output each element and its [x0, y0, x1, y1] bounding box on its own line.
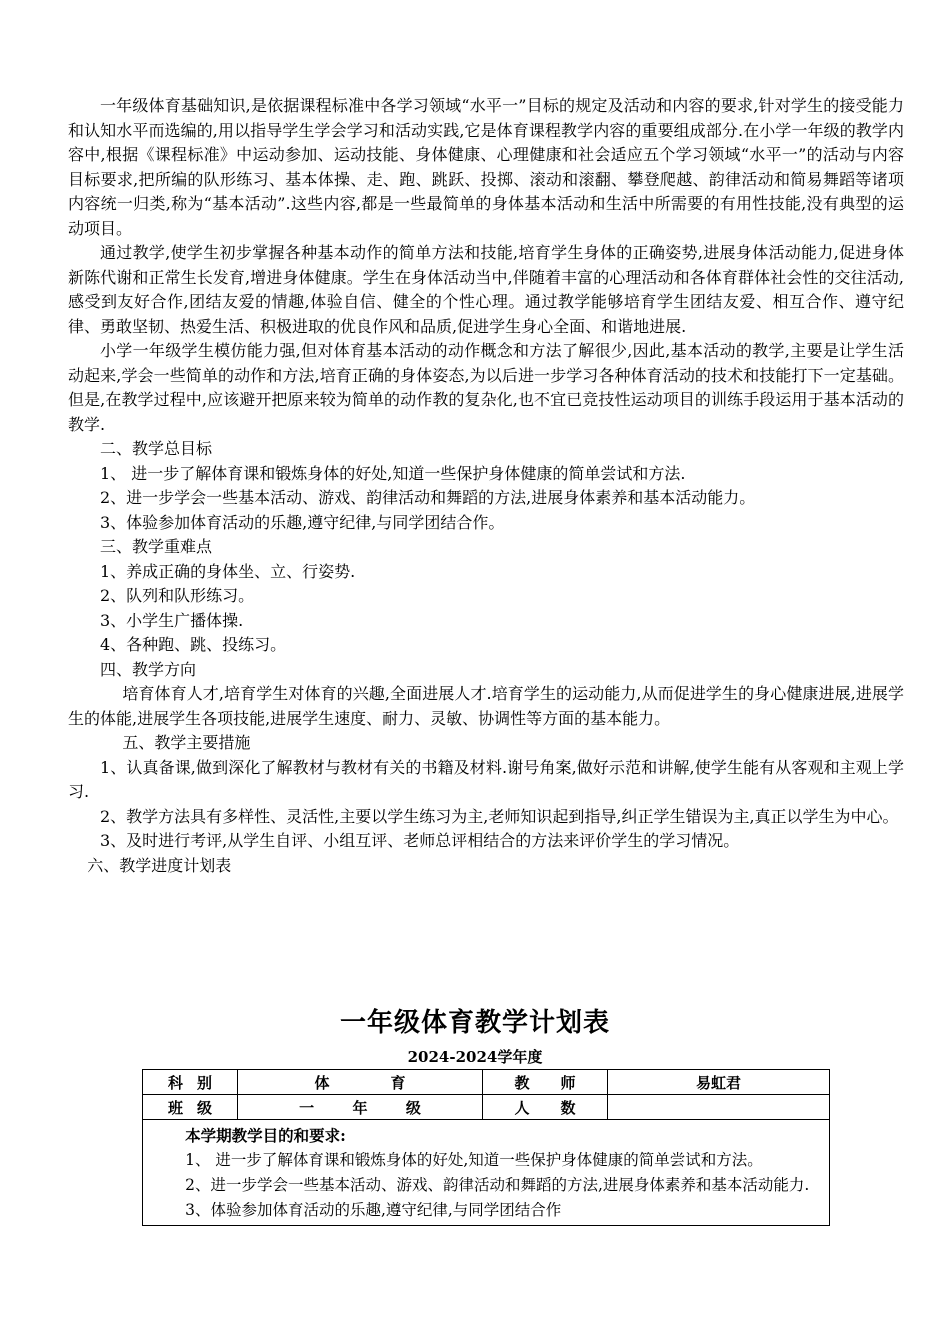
section-5-item-2: 2、教学方法具有多样性、灵活性,主要以学生练习为主,老师知识起到指导,纠正学生错误为主,真正以学生为中心。 — [100, 806, 899, 826]
class-value-cell — [238, 1095, 483, 1120]
class-value-char: 年 — [352, 1098, 368, 1117]
subject-label-char: 科 — [167, 1073, 183, 1092]
intro-paragraph-1: 一年级体育基础知识,是依据课程标准中各学习领域“水平一”目标的规定及活动和内容的要求,针对学生的接受能力和认知水平而选编的,用以指导学生学会学习和活动实践,它是体育课程教学内容的重要组成部分.在小学一年级的教学内容中,根据《课程标准》中运动参加、运动技能、身体健康、心理健康和社会适应五个学习领域“水平一”的活动与内容目标要求,把所编的队形练习、基本体操、走、跑、跳跃、投掷、滚动和滚翻、攀登爬越、韵律活动和简易舞蹈等诸项内容统一归类,称为“基本活动”.这些内容,都是一些最简单的身体基本活动和生活中所需要的有用性技能,没有典型的运动项目。 — [68, 96, 904, 238]
count-label-cell — [483, 1095, 608, 1120]
section-4-heading: 四、教学方向 — [100, 659, 197, 679]
class-value-char: 一 — [299, 1098, 315, 1117]
table-row — [143, 1070, 830, 1095]
count-label-char: 人 — [514, 1098, 530, 1117]
teacher-name: 易虹君 — [695, 1073, 741, 1092]
section-2-heading: 二、教学总目标 — [100, 439, 213, 458]
class-label-char: 级 — [196, 1098, 212, 1117]
count-label-char: 数 — [560, 1098, 576, 1117]
teacher-label-char: 教 — [514, 1073, 530, 1092]
section-2-item-1: 1、 进一步了解体育课和锻炼身体的好处,知道一些保护身体健康的简单尝试和方法. — [100, 463, 686, 483]
intro-paragraph-3: 小学一年级学生模仿能力强,但对体育基本活动的动作概念和方法了解很少,因此,基本活动的教学,主要是让学生活动起来,学会一些简单的动作和方法,培育正确的身体姿态,为以后进一步学习各种体育活动的技术和技能打下一定基础。但是,在教学过程中,应该避开把原来较为简单的动作教的复杂化,也不宜已竞技性运动项目的训练手段运用于基本活动的教学. — [68, 341, 904, 434]
section-2-item-2: 2、进一步学会一些基本活动、游戏、韵律活动和舞蹈的方法,进展身体素养和基本活动能力。 — [100, 488, 756, 507]
plan-year: 2024-2024学年度 — [407, 1048, 543, 1066]
section-6-heading: 六、教学进度计划表 — [87, 855, 232, 875]
section-3-heading: 三、教学重难点 — [100, 537, 213, 556]
class-label-char: 班 — [167, 1098, 183, 1117]
goal-item-1: 1、 进一步了解体育课和锻炼身体的好处,知道一些保护身体健康的简单尝试和方法。 — [185, 1151, 763, 1169]
goal-item-3: 3、体验参加体育活动的乐趣,遵守纪律,与同学团结合作 — [185, 1201, 562, 1219]
class-label-cell — [143, 1095, 238, 1120]
section-4-text: 培育体育人才,培育学生对体育的兴趣,全面进展人才.培育学生的运动能力,从而促进学生的身心健康进展,进展学生的体能,进展学生各项技能,进展学生速度、耐力、灵敏、协调性等方面的基本能力。 — [68, 684, 904, 728]
teacher-label-cell — [483, 1070, 608, 1095]
intro-paragraph-2: 通过教学,使学生初步掌握各种基本动作的简单方法和技能,培育学生身体的正确姿势,进展身体活动能力,促进身体新陈代谢和正常生长发育,增进身体健康。学生在身体活动当中,伴随着丰富的心理活动和各体育群体社会性的交往活动,感受到友好合作,团结友爱的情趣,体验自信、健全的个性心理。通过教学能够培育学生团结友爱、相互合作、遵守纪律、勇敢坚韧、热爱生活、积极进取的优良作风和品质,促进学生身心全面、和谐地进展. — [68, 243, 904, 336]
subject-value-cell — [238, 1070, 483, 1095]
section-5-heading: 五、教学主要措施 — [122, 733, 251, 752]
class-value-char: 级 — [405, 1098, 421, 1117]
subject-value-char: 体 — [314, 1073, 330, 1092]
section-3-item-3: 3、小学生广播体操. — [100, 610, 244, 630]
count-value-cell — [608, 1095, 830, 1120]
goals-heading: 本学期教学目的和要求: — [185, 1126, 346, 1145]
document-body — [68, 94, 904, 878]
goals-cell — [143, 1120, 830, 1226]
plan-table — [142, 1069, 830, 1226]
section-3-item-1: 1、养成正确的身体坐、立、行姿势. — [100, 561, 356, 581]
section-3-item-4: 4、各种跑、跳、投练习。 — [100, 635, 287, 654]
goal-item-2: 2、进一步学会一些基本活动、游戏、韵律活动和舞蹈的方法,进展身体素养和基本活动能力. — [185, 1176, 810, 1194]
section-3-item-2: 2、队列和队形练习。 — [100, 586, 255, 605]
teacher-label-char: 师 — [560, 1073, 576, 1092]
subject-label-char: 别 — [196, 1073, 212, 1092]
section-5-item-1: 1、认真备课,做到深化了解教材与教材有关的书籍及材料.谢号角案,做好示范和讲解,使学生能有从客观和主观上学习. — [68, 757, 904, 801]
table-row — [143, 1095, 830, 1120]
section-2-item-3: 3、体验参加体育活动的乐趣,遵守纪律,与同学团结合作。 — [100, 512, 505, 532]
subject-label-cell — [143, 1070, 238, 1095]
plan-title: 一年级体育教学计划表 — [339, 1008, 610, 1038]
section-5-item-3: 3、及时进行考评,从学生自评、小组互评、老师总评相结合的方法来评价学生的学习情况。 — [100, 831, 740, 850]
teacher-value-cell — [608, 1070, 830, 1095]
table-row — [143, 1120, 830, 1226]
subject-value-char: 育 — [390, 1073, 406, 1092]
